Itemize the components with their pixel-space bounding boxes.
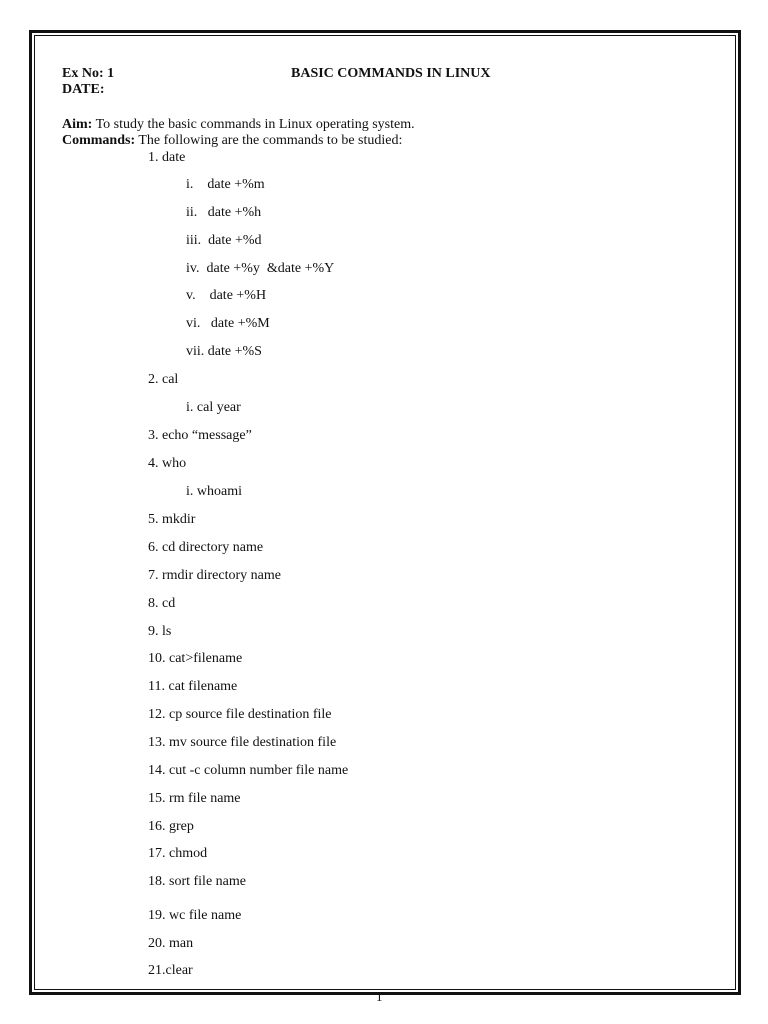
page-number: 1 (376, 989, 383, 1004)
command-item-cat-view: 11. cat filename (148, 679, 238, 694)
command-item-sort: 18. sort file name (148, 874, 246, 889)
aim-line (62, 117, 415, 133)
command-item-ls: 9. ls (148, 624, 172, 639)
command-item-mv: 13. mv source file destination file (148, 735, 337, 750)
cal-option-year: i. cal year (186, 400, 241, 415)
command-item-clear: 21.clear (148, 963, 193, 978)
command-item-date: 1. date (148, 150, 186, 165)
command-item-rmdir: 7. rmdir directory name (148, 568, 281, 583)
date-option-year: iv. date +%y &date +%Y (186, 261, 335, 276)
command-item-wc: 19. wc file name (148, 908, 242, 923)
command-item-rm: 15. rm file name (148, 791, 241, 806)
command-item-mkdir: 5. mkdir (148, 512, 196, 527)
page-border-inner (34, 35, 736, 990)
date-option-hour: v. date +%H (186, 288, 267, 303)
date-option-minute: vi. date +%M (186, 316, 270, 331)
command-item-cd-directory: 6. cd directory name (148, 540, 264, 555)
date-option-second: vii. date +%S (186, 344, 262, 359)
command-item-man: 20. man (148, 936, 194, 951)
command-item-cal: 2. cal (148, 372, 179, 387)
who-option-whoami: i. whoami (186, 484, 242, 499)
command-item-who: 4. who (148, 456, 187, 471)
date-option-day: iii. date +%d (186, 233, 262, 248)
aim-label: Aim: (62, 117, 93, 132)
command-item-cut: 14. cut -c column number file name (148, 763, 349, 778)
commands-label: Commands: (62, 133, 136, 148)
aim-text: To study the basic commands in Linux operating system. (92, 117, 415, 132)
exercise-number: Ex No: 1 (62, 66, 115, 81)
command-item-cd: 8. cd (148, 596, 176, 611)
command-item-chmod: 17. chmod (148, 846, 208, 861)
command-item-grep: 16. grep (148, 819, 194, 834)
date-option-month-name: ii. date +%h (186, 205, 262, 220)
commands-intro-text: The following are the commands to be studied: (135, 133, 403, 148)
document-title: BASIC COMMANDS IN LINUX (291, 66, 491, 81)
command-item-echo: 3. echo “message” (148, 428, 252, 443)
commands-intro-line (62, 133, 402, 149)
date-label: DATE: (62, 82, 105, 97)
command-item-cp: 12. cp source file destination file (148, 707, 332, 722)
command-item-cat-create: 10. cat>filename (148, 651, 243, 666)
date-option-month: i. date +%m (186, 177, 265, 192)
